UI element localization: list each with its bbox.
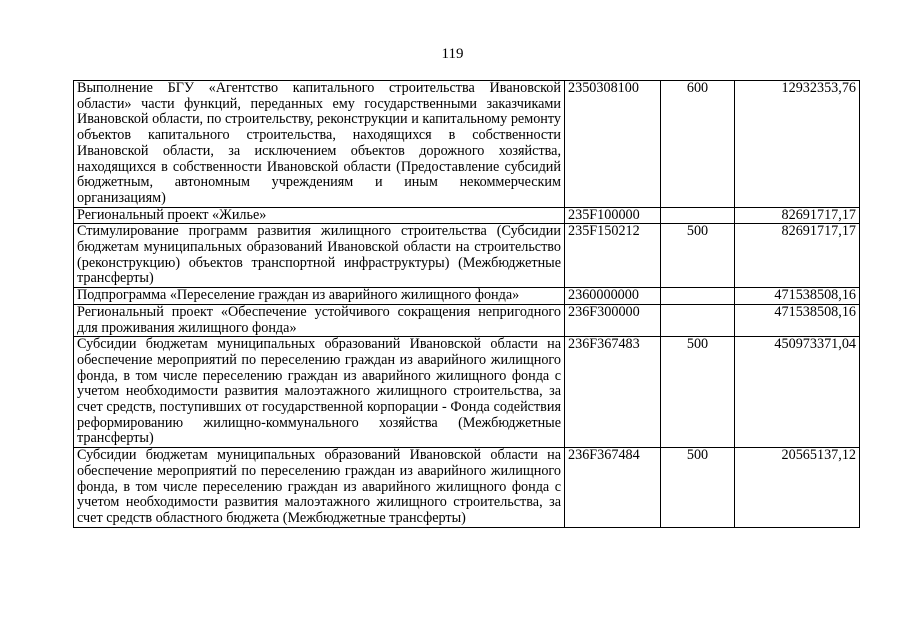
- row-expense-type: 500: [661, 448, 735, 528]
- row-code: 236F367484: [565, 448, 661, 528]
- row-expense-type: 500: [661, 337, 735, 448]
- row-name: Стимулирование программ развития жилищного строительства (Субсидии бюджетам муниципальных образований Ивановской области на строительство (реконструкцию) объектов транспортной инфраструктуры) (Межбюджетные трансферты): [74, 224, 565, 288]
- table-row: [74, 337, 860, 448]
- table-row: [74, 448, 860, 528]
- row-code: 236F300000: [565, 304, 661, 336]
- row-name: Подпрограмма «Переселение граждан из аварийного жилищного фонда»: [74, 288, 565, 305]
- row-expense-type: [661, 304, 735, 336]
- row-amount: 20565137,12: [735, 448, 860, 528]
- row-amount: 82691717,17: [735, 207, 860, 224]
- row-name: Субсидии бюджетам муниципальных образований Ивановской области на обеспечение мероприятий по переселению граждан из аварийного жилищного фонда, в том числе переселению граждан из аварийного жилищного фонда с учетом необходимости развития малоэтажного жилищного строительства, за счет средств областного бюджета (Межбюджетные трансферты): [74, 448, 565, 528]
- row-amount: 12932353,76: [735, 81, 860, 208]
- table-row: [74, 224, 860, 288]
- page-number: 119: [441, 46, 464, 62]
- row-amount: 471538508,16: [735, 304, 860, 336]
- row-expense-type: 600: [661, 81, 735, 208]
- row-expense-type: 500: [661, 224, 735, 288]
- table-row: [74, 207, 860, 224]
- row-amount: 471538508,16: [735, 288, 860, 305]
- row-name: Субсидии бюджетам муниципальных образований Ивановской области на обеспечение мероприятий по переселению граждан из аварийного жилищного фонда, в том числе переселению граждан из аварийного жилищного фонда с учетом необходимости развития малоэтажного жилищного строительства, за счет средств, поступивших от государственной корпорации - Фонда содействия реформированию жилищно-коммунального хозяйства (Межбюджетные трансферты): [74, 337, 565, 448]
- table-row: [74, 288, 860, 305]
- row-code: 236F367483: [565, 337, 661, 448]
- row-code: 2360000000: [565, 288, 661, 305]
- row-code: 2350308100: [565, 81, 661, 208]
- row-name: Региональный проект «Обеспечение устойчивого сокращения непригодного для проживания жилищного фонда»: [74, 304, 565, 336]
- row-expense-type: [661, 288, 735, 305]
- row-amount: 82691717,17: [735, 224, 860, 288]
- row-code: 235F100000: [565, 207, 661, 224]
- row-name: Выполнение БГУ «Агентство капитального строительства Ивановской области» части функций, переданных ему государственными заказчиками Ивановской области, по строительству, реконструкции и капитальному ремонту объектов капитального строительства, находящихся в собственности Ивановской области, за исключением объектов дорожного хозяйства, находящихся в собственности Ивановской области (Предоставление субсидий бюджетным, автономным учреждениям и иным некоммерческим организациям): [74, 81, 565, 208]
- row-code: 235F150212: [565, 224, 661, 288]
- budget-table: [73, 80, 860, 528]
- row-expense-type: [661, 207, 735, 224]
- row-name: Региональный проект «Жилье»: [74, 207, 565, 224]
- table-row: [74, 81, 860, 208]
- row-amount: 450973371,04: [735, 337, 860, 448]
- table-row: [74, 304, 860, 336]
